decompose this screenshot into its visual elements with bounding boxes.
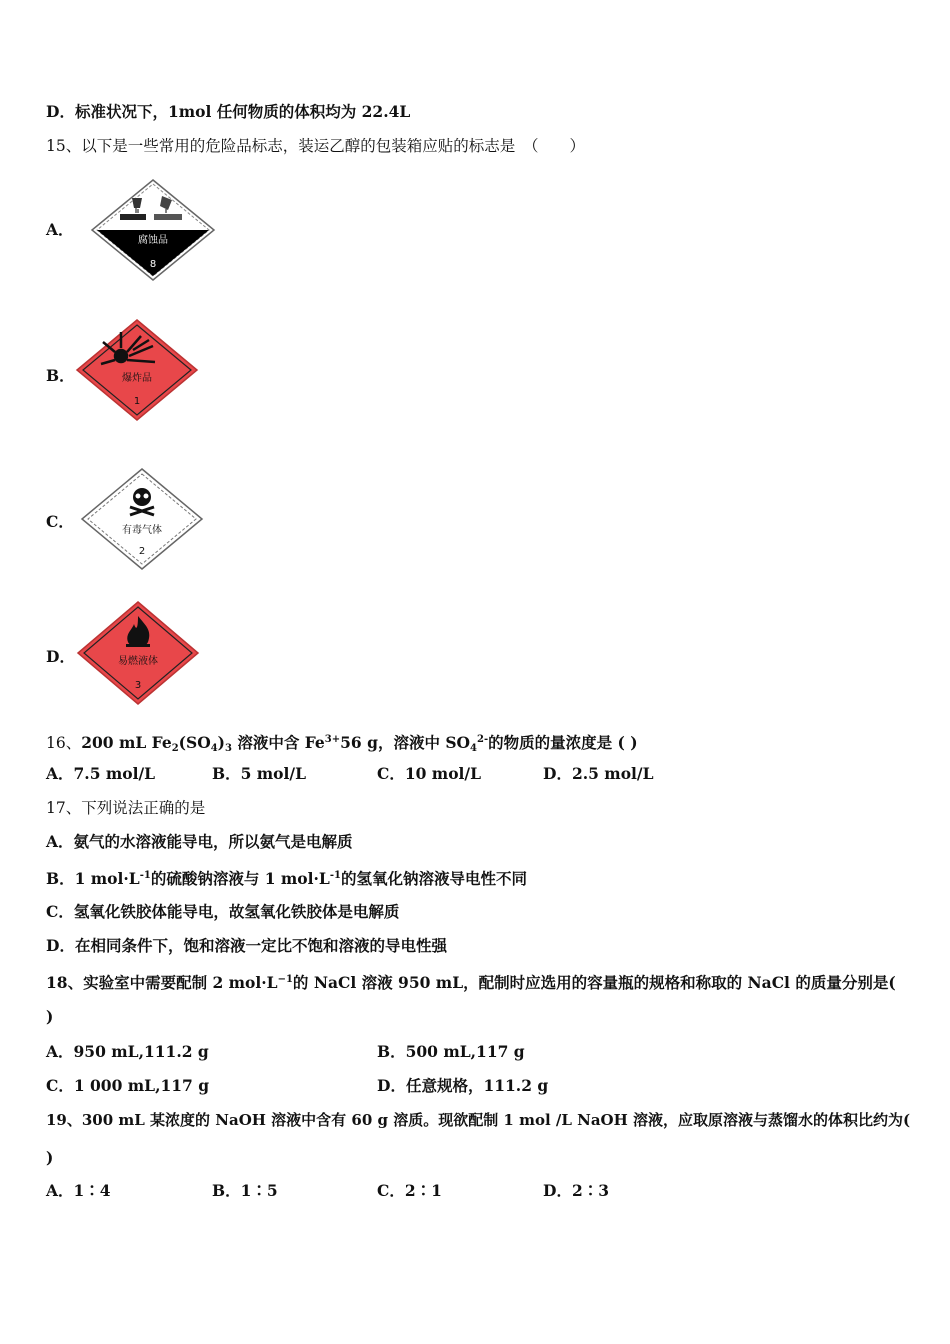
q14-option-d: D．标准状况下，1mol 任何物质的体积均为 22.4L bbox=[46, 102, 411, 121]
corrosive-sign bbox=[90, 178, 216, 282]
q16-option-d: D．2.5 mol/L bbox=[543, 764, 654, 783]
q18-option-c: C．1 000 mL,117 g bbox=[46, 1076, 210, 1095]
toxic-gas-class-number: 2 bbox=[138, 546, 146, 557]
explosive-class-number: 1 bbox=[133, 396, 141, 407]
explosive-sign-text: 爆炸品 bbox=[122, 373, 152, 384]
corrosive-sign-text: 腐蚀品 bbox=[138, 235, 168, 246]
q16-text-4: 溶液中含 Fe bbox=[231, 733, 325, 752]
q15-stem: 15、以下是一些常用的危险品标志，装运乙醇的包装箱应贴的标志是 （ ） bbox=[46, 137, 585, 155]
q19-stem: 19、300 mL 某浓度的 NaOH 溶液中含有 60 g 溶质。现欲配制 1 mol /L NaOH 溶液，应取原溶液与蒸馏水的体积比约为( bbox=[46, 1111, 911, 1129]
corrosive-class-number: 8 bbox=[149, 259, 157, 270]
q18-stem bbox=[46, 970, 896, 993]
q18-stem-text-1: 18、实验室中需要配制 2 mol·L bbox=[46, 973, 278, 992]
q19-option-c: C．2∶1 bbox=[377, 1181, 442, 1200]
q17-option-b-sup-1: -1 bbox=[139, 870, 151, 881]
explosive-sign bbox=[75, 318, 199, 422]
q15-option-c-label: C． bbox=[46, 512, 74, 531]
q15-option-b-label: B． bbox=[46, 366, 75, 385]
q17-option-b-text-1: B．1 mol·L bbox=[46, 869, 140, 888]
q16-number: 16、 bbox=[46, 734, 82, 752]
flammable-liquid-sign-text: 易燃液体 bbox=[118, 656, 158, 667]
q16-sup-2: 2- bbox=[477, 734, 489, 745]
q16-text-3: ) bbox=[217, 733, 226, 752]
q16-text-2: (SO bbox=[178, 733, 211, 752]
q18-stem-text-2: 的 NaCl 溶液 950 mL，配制时应选用的容量瓶的规格和称取的 NaCl 的质量分别是( bbox=[292, 973, 896, 992]
q17-option-b-text-2: 的硫酸钠溶液与 1 mol·L bbox=[150, 869, 330, 888]
q16-sub-2: 4 bbox=[210, 743, 218, 754]
q17-stem: 17、下列说法正确的是 bbox=[46, 799, 206, 817]
q19-option-a: A．1∶4 bbox=[46, 1181, 111, 1200]
q15-option-d-label: D． bbox=[46, 647, 75, 666]
q16-sub-3: 3 bbox=[225, 743, 232, 754]
q18-stem-end: ) bbox=[46, 1007, 54, 1026]
q17-option-a: A．氨气的水溶液能导电，所以氨气是电解质 bbox=[46, 832, 353, 851]
q16-sup-1: 3+ bbox=[324, 734, 341, 745]
q16-text-1: 200 mL Fe bbox=[81, 733, 172, 752]
q18-option-a: A．950 mL,111.2 g bbox=[46, 1042, 209, 1061]
q16-sub-1: 2 bbox=[171, 743, 179, 754]
q18-option-b: B．500 mL,117 g bbox=[377, 1042, 525, 1061]
q16-text-6: 的物质的量浓度是 ( ) bbox=[488, 733, 638, 752]
q17-option-b-sup-2: -1 bbox=[329, 870, 341, 881]
q19-option-d: D．2∶3 bbox=[543, 1181, 610, 1200]
q18-stem-sup: −1 bbox=[277, 974, 293, 985]
flammable-liquid-class-number: 3 bbox=[134, 680, 142, 691]
q19-stem-end: ) bbox=[46, 1148, 54, 1167]
q19-option-b: B．1∶5 bbox=[212, 1181, 278, 1200]
flammable-liquid-sign bbox=[76, 600, 200, 706]
q16-option-c: C．10 mol/L bbox=[377, 764, 481, 783]
q18-option-d: D．任意规格，111.2 g bbox=[377, 1076, 549, 1095]
toxic-gas-sign bbox=[80, 467, 204, 571]
q17-option-c: C．氢氧化铁胶体能导电，故氢氧化铁胶体是电解质 bbox=[46, 902, 400, 921]
q16-text-5: 56 g，溶液中 SO bbox=[340, 733, 471, 752]
toxic-gas-sign-text: 有毒气体 bbox=[122, 525, 162, 536]
q16-stem bbox=[46, 730, 638, 759]
q16-option-a: A．7.5 mol/L bbox=[46, 764, 156, 783]
q17-option-d: D．在相同条件下，饱和溶液一定比不饱和溶液的导电性强 bbox=[46, 936, 447, 955]
q15-option-a-label: A． bbox=[46, 220, 74, 239]
q17-option-b-text-3: 的氢氧化钠溶液导电性不同 bbox=[340, 869, 527, 888]
q16-sub-4: 4 bbox=[470, 743, 478, 754]
q17-option-b bbox=[46, 866, 527, 889]
q16-option-b: B．5 mol/L bbox=[212, 764, 306, 783]
